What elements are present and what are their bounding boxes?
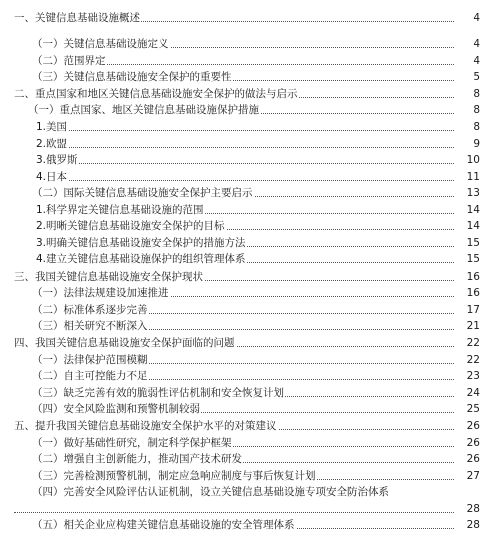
toc-page-number: 28 xyxy=(456,518,480,532)
toc-entry[interactable] xyxy=(0,436,480,450)
toc-entry[interactable] xyxy=(0,103,480,117)
toc-page-number: 21 xyxy=(456,319,480,333)
toc-entry[interactable] xyxy=(0,270,480,284)
toc-entry-title: （二）自主可控能力不足 xyxy=(32,370,148,382)
toc-page-number: 16 xyxy=(456,270,480,284)
toc-entry-title: （二）标准体系逐步完善 xyxy=(32,304,148,316)
toc-entry-title: 3.俄罗斯 xyxy=(36,154,78,166)
toc-page-number: 26 xyxy=(456,452,480,466)
toc-entry-title: （三）缺乏完善有效的脆弱性评估机制和安全恢复计划 xyxy=(32,387,284,399)
toc-entry-title: （四）安全风险监测和预警机制较弱 xyxy=(32,403,200,415)
toc-entry[interactable] xyxy=(0,386,480,400)
toc-dot-leader xyxy=(14,512,454,513)
toc-page-number: 13 xyxy=(456,186,480,200)
toc-entry[interactable] xyxy=(0,170,480,184)
toc-page-number: 8 xyxy=(456,87,480,101)
toc-entry[interactable] xyxy=(0,120,480,134)
toc-entry-title: 五、提升我国关键信息基础设施安全保护水平的对策建议 xyxy=(14,420,277,432)
toc-entry-title: （二）增强自主创新能力，推动国产技术研发 xyxy=(32,453,242,465)
toc-entry[interactable] xyxy=(0,286,480,300)
toc-entry[interactable] xyxy=(0,319,480,333)
toc-page-number: 23 xyxy=(456,369,480,383)
toc-page-number: 16 xyxy=(456,286,480,300)
toc-page-number: 27 xyxy=(456,469,480,483)
toc-page-number: 9 xyxy=(456,137,480,151)
toc-page-number: 28 xyxy=(456,502,480,516)
toc-entry-title: （一）做好基础性研究，制定科学保护框架 xyxy=(32,437,232,449)
toc-page-number: 17 xyxy=(456,303,480,317)
toc-entry[interactable] xyxy=(0,137,480,151)
toc-page-number: 26 xyxy=(456,436,480,450)
toc-page-number: 22 xyxy=(456,353,480,367)
toc-entry[interactable] xyxy=(0,87,480,101)
toc-entry-title: 2.明晰关键信息基础设施安全保护的目标 xyxy=(36,220,225,232)
toc-entry[interactable] xyxy=(0,252,480,266)
toc-entry-title: 4.日本 xyxy=(36,171,68,183)
toc-entry-title: 三、我国关键信息基础设施安全保护现状 xyxy=(14,271,203,283)
toc-entry-title: （五）相关企业应构建关键信息基础设施的安全管理体系 xyxy=(32,519,295,531)
toc-entry[interactable] xyxy=(0,336,480,350)
toc-entry[interactable] xyxy=(0,54,480,68)
toc-page-number: 25 xyxy=(456,402,480,416)
toc-page-number: 15 xyxy=(456,252,480,266)
toc-entry[interactable] xyxy=(0,70,480,84)
toc-page-number: 4 xyxy=(456,11,480,25)
toc-entry-title: 2.欧盟 xyxy=(36,138,68,150)
toc-entry-title: （三）完善检测预警机制，制定应急响应制度与事后恢复计划 xyxy=(32,470,316,482)
toc-entry[interactable] xyxy=(0,219,480,233)
toc-entry-title: （三）关键信息基础设施安全保护的重要性 xyxy=(32,71,232,83)
toc-entry-title: （二）国际关键信息基础设施安全保护主要启示 xyxy=(32,187,253,199)
toc-dot-leader xyxy=(36,180,454,181)
toc-entry[interactable] xyxy=(0,518,480,532)
toc-entry[interactable] xyxy=(0,186,480,200)
toc-entry[interactable] xyxy=(0,303,480,317)
toc-dot-leader xyxy=(36,163,454,164)
toc-page-number: 14 xyxy=(456,219,480,233)
toc-dot-leader xyxy=(36,147,454,148)
toc-entry[interactable] xyxy=(0,203,480,217)
toc-entry-title: （一）关键信息基础设施定义 xyxy=(32,38,169,50)
toc-entry-title: （一）法律保护范围模糊 xyxy=(32,354,148,366)
toc-entry[interactable] xyxy=(0,353,480,367)
toc-page-number: 5 xyxy=(456,70,480,84)
toc-entry[interactable] xyxy=(0,485,480,499)
toc-entry-title: （二）范围界定 xyxy=(32,55,106,67)
toc-page-number: 4 xyxy=(456,54,480,68)
toc-entry[interactable] xyxy=(0,153,480,167)
toc-entry[interactable] xyxy=(0,419,480,433)
toc-entry-title: 4.建立关键信息基础设施保护的组织管理体系 xyxy=(36,253,246,265)
toc-entry[interactable] xyxy=(0,452,480,466)
toc-page-number: 14 xyxy=(456,203,480,217)
toc-entry-title: （四）完善安全风险评估认证机制，设立关键信息基础设施专项安全防治体系 xyxy=(32,486,389,498)
toc-entry[interactable] xyxy=(0,402,480,416)
toc-entry-title: 1.美国 xyxy=(36,121,68,133)
toc-page-number: 10 xyxy=(456,153,480,167)
toc-page-number: 4 xyxy=(456,37,480,51)
toc-page-number: 26 xyxy=(456,419,480,433)
toc-entry-title: （一）重点国家、地区关键信息基础设施保护措施 xyxy=(28,104,259,116)
toc-entry-title: 四、我国关键信息基础设施安全保护面临的问题 xyxy=(14,337,235,349)
toc-entry[interactable] xyxy=(0,369,480,383)
toc-page-number: 22 xyxy=(456,336,480,350)
toc-entry[interactable] xyxy=(0,236,480,250)
toc-entry-title: （一）法律法规建设加速推进 xyxy=(32,287,169,299)
toc-entry-title: 一、关键信息基础设施概述 xyxy=(14,12,140,24)
toc-page-number: 8 xyxy=(456,103,480,117)
toc-entry-title: 3.明确关键信息基础设施安全保护的措施方法 xyxy=(36,237,246,249)
toc-entry[interactable] xyxy=(0,502,480,516)
toc-page-number: 8 xyxy=(456,120,480,134)
toc-entry[interactable] xyxy=(0,11,480,25)
toc-dot-leader xyxy=(36,130,454,131)
toc-page-number: 15 xyxy=(456,236,480,250)
toc-entry-title: 二、重点国家和地区关键信息基础设施安全保护的做法与启示 xyxy=(14,88,298,100)
toc-page-number: 24 xyxy=(456,386,480,400)
toc-entry-title: 1.科学界定关键信息基础设施的范围 xyxy=(36,204,204,216)
toc-entry[interactable] xyxy=(0,469,480,483)
toc-entry[interactable] xyxy=(0,37,480,51)
toc-page-number: 11 xyxy=(456,170,480,184)
toc-entry-title: （三）相关研究不断深入 xyxy=(32,320,148,332)
